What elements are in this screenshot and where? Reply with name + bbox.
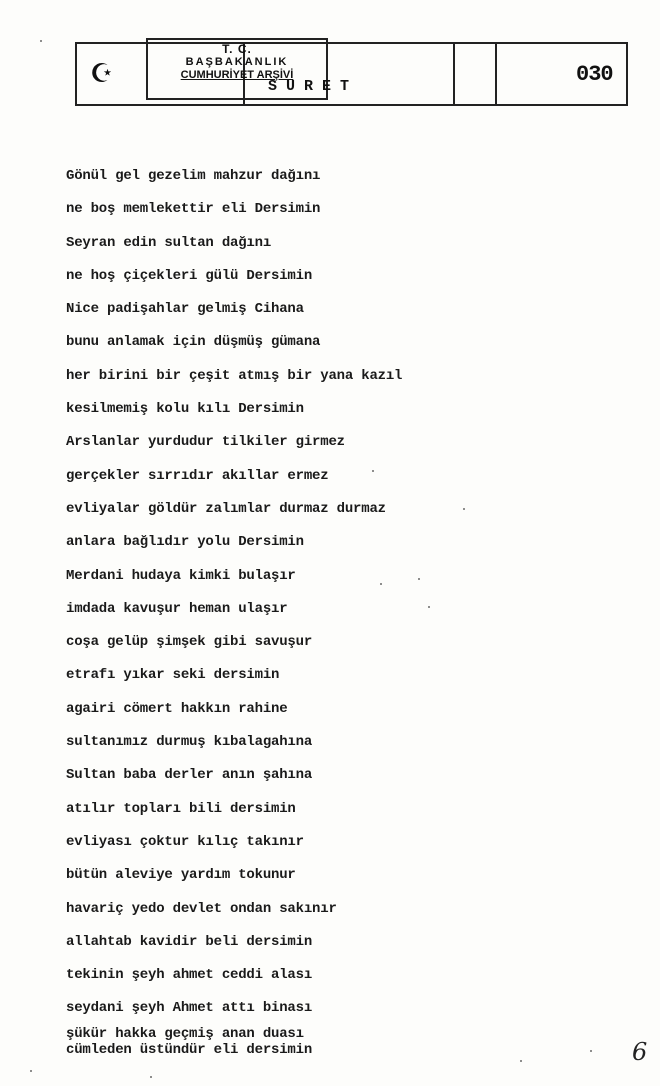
poem-line: seydani şeyh Ahmet attı binası [66, 1000, 313, 1017]
poem-line: evliyası çoktur kılıç takınır [66, 833, 304, 850]
poem-line: kesilmemiş kolu kılı Dersimin [66, 401, 304, 418]
poem-line: Nice padişahlar gelmiş Cihana [66, 301, 304, 318]
poem-line: tekinin şeyh ahmet ceddi alası [66, 967, 313, 984]
poem-line: Sultan baba derler anın şahına [66, 767, 313, 784]
poem-line: coşa gelüp şimşek gibi savuşur [66, 634, 313, 651]
poem-body [66, 160, 636, 1058]
poem-line: Arslanlar yurdudur tilkiler girmez [66, 434, 345, 451]
scan-speck [30, 1070, 32, 1072]
poem-line: ne boş memlekettir eli Dersimin [66, 201, 321, 218]
stamp-line-tc: T. C. [222, 42, 252, 56]
poem-line: şükür hakka geçmiş anan duası [66, 1025, 304, 1042]
crescent-star-icon: ☪ [90, 59, 114, 89]
poem-line: her birini bir çeşit atmış bir yana kazıl [66, 367, 403, 384]
poem-line: agairi cömert hakkın rahine [66, 700, 288, 717]
poem-line: cümleden üstündür eli dersimin [66, 1041, 313, 1058]
scan-speck [40, 40, 42, 42]
poem-line: Gönül gel gezelim mahzur dağını [66, 168, 321, 184]
page-number: 6 [632, 1038, 648, 1066]
poem-line: havariç yedo devlet ondan sakınır [66, 900, 337, 917]
poem-line: bütün aleviye yardım tokunur [66, 867, 296, 884]
poem-line: imdada kavuşur heman ulaşır [66, 600, 288, 617]
poem-line: anlara bağlıdır yolu Dersimin [66, 534, 304, 551]
poem-line: Merdani hudaya kimki bulaşır [66, 567, 296, 584]
scan-speck [520, 1060, 522, 1062]
scan-speck [150, 1076, 152, 1078]
poem-line: allahtab kavidir beli dersimin [66, 933, 313, 950]
poem-line: atılır topları bili dersimin [66, 800, 296, 817]
poem-line: bunu anlamak için düşmüş gümana [66, 334, 321, 351]
stamp-line-basbakanlik: BAŞBAKANLIK [185, 56, 289, 68]
poem-line: etrafı yıkar seki dersimin [66, 667, 280, 684]
poem-line: evliyalar göldür zalımlar durmaz durmaz [66, 500, 386, 517]
poem-line: sultanımız durmuş kıbalagahına [66, 734, 313, 751]
document-label: SURET [268, 78, 359, 95]
stamp-line-archive: CUMHURİYET ARŞİVİ [180, 69, 294, 81]
poem-line: gerçekler sırrıdır akıllar ermez [66, 467, 329, 484]
file-number: 030 [576, 62, 613, 87]
poem-line: Seyran edin sultan dağını [66, 234, 272, 251]
poem-line: ne hoş çiçekleri gülü Dersimin [66, 267, 313, 284]
